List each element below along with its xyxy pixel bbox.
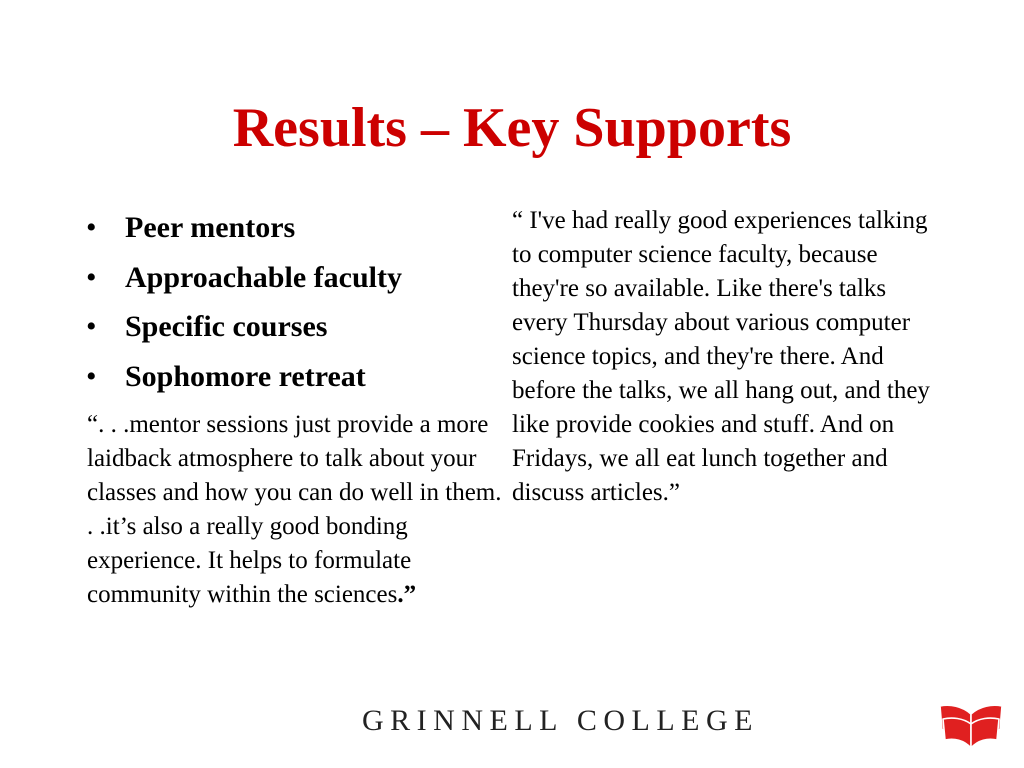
list-item <box>86 352 496 402</box>
list-item <box>86 253 496 303</box>
mentor-quote <box>87 408 507 612</box>
bullet-marker: • <box>86 211 97 244</box>
bullet-marker: • <box>86 359 97 393</box>
bullet-text: Peer mentors <box>125 211 296 244</box>
key-supports-list <box>86 203 496 401</box>
bullet-marker: • <box>86 260 97 294</box>
faculty-quote: “ I've had really good experiences talking to computer science faculty, because they're so available. Like there's talks every Thursday about various computer science topics, and they're there. And before the talks, we all hang out, and they like provide cookies and stuff. And on Fridays, we all eat lunch together and discuss articles.” <box>512 207 930 506</box>
list-item <box>86 203 496 253</box>
mentor-quote-close: .” <box>397 581 417 608</box>
bullet-marker: • <box>86 310 97 343</box>
slide-title: Results – Key Supports <box>232 97 792 159</box>
bullet-text: Sophomore retreat <box>125 359 366 393</box>
grinnell-open-book-logo-icon <box>938 700 1004 750</box>
mentor-quote-text: “. . .mentor sessions just provide a more laidback atmosphere to talk about your classes and how you can do well in them. . .it’s also a really good bonding experience. It helps to formulate community within the sciences <box>87 411 502 608</box>
bullet-text: Approachable faculty <box>125 260 402 294</box>
bullet-text: Specific courses <box>125 310 328 343</box>
college-wordmark: GRINNELL COLLEGE <box>362 704 759 737</box>
list-item <box>86 302 496 352</box>
